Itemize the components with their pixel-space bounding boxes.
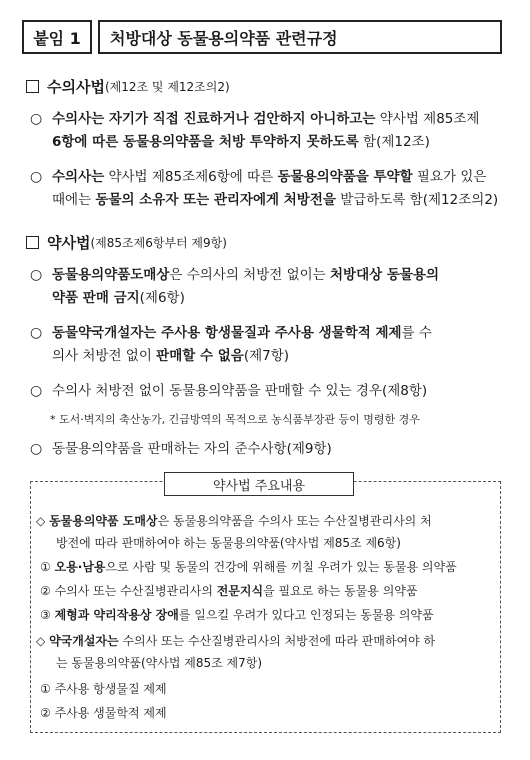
attachment-number: 붙임 1 [22, 20, 92, 54]
section-pharmaceutical-act [26, 232, 227, 253]
box-list-item [40, 556, 457, 578]
box-text: 은 동물용의약품을 수의사 또는 수산질병관리사의 처 [157, 514, 432, 528]
list-item [30, 322, 432, 368]
page-title: 처방대상 동물용의약품 관련규정 [98, 20, 502, 54]
item-text-bold: 처방대상 동물용의 [330, 267, 440, 283]
box-text-bold: 오용·남용 [54, 560, 106, 574]
item-text: 를 수 [401, 325, 432, 341]
circle-bullet-icon: ○ [30, 169, 43, 185]
box-text: 는 동물용의약품(약사법 제85조 제7항) [56, 656, 263, 670]
title-row [22, 20, 502, 56]
circle-bullet-icon: ○ [30, 383, 43, 399]
box-text: 주사용 항생물질 제제 [54, 682, 167, 696]
item-text: 약사법 제85조제 [375, 111, 480, 127]
box-text: 수의사 또는 수산질병관리사의 [54, 584, 217, 598]
box-text-bold: 제형과 약리작용상 장애 [54, 608, 179, 622]
item-text: 필요가 있은 [412, 169, 487, 185]
section-ref: (제85조제6항부터 제9항) [90, 236, 227, 250]
diamond-bullet-icon: ◇ [36, 514, 46, 528]
box-text-bold: 약국개설자는 [49, 634, 119, 648]
box-text-bold: 전문지식 [216, 584, 264, 598]
item-text-bold: 수의사는 자기가 직접 진료하거나 검안하지 아니하고는 [52, 111, 376, 127]
box-text: 방전에 따라 판매하여야 하는 동물용의약품(약사법 제85조 제6항) [56, 536, 401, 550]
item-text: (제7항) [243, 348, 290, 364]
item-text-bold: 동물의 소유자 또는 관리자에게 처방전을 [95, 192, 336, 208]
list-number: ② [40, 584, 51, 598]
list-item [30, 380, 427, 403]
list-item [30, 166, 498, 212]
list-number: ① [40, 560, 51, 574]
box-text: 수의사 또는 수산질병관리사의 처방전에 따라 판매하여야 하 [118, 634, 436, 648]
item-text: (제6항) [139, 290, 185, 306]
item-text: 수의사 처방전 없이 동물용의약품을 판매할 수 있는 경우(제8항) [52, 383, 428, 399]
box-text: 주사용 생물학적 제제 [54, 706, 167, 720]
list-item [30, 108, 479, 154]
box-text: 를 일으킬 우려가 있다고 인정되는 동물용 의약품 [178, 608, 434, 622]
item-text: 의사 처방전 없이 [52, 348, 157, 364]
item-text: 발급하도록 함(제12조의2) [335, 192, 499, 208]
circle-bullet-icon: ○ [30, 111, 43, 127]
box-list-item [40, 678, 167, 700]
footnote: * 도서·벽지의 축산농가, 긴급방역의 목적으로 농식품부장관 등이 명령한 경우 [50, 413, 420, 426]
circle-bullet-icon: ○ [30, 325, 43, 341]
section-veterinarian-act [26, 76, 230, 97]
item-text: 은 수의사의 처방전 없이는 [169, 267, 330, 283]
section-title: 약사법 [47, 234, 91, 252]
item-text: 함(제12조) [358, 134, 430, 150]
box-list-item [40, 604, 434, 626]
list-item [30, 438, 332, 461]
section-title: 수의사법 [47, 78, 105, 96]
circle-bullet-icon: ○ [30, 441, 43, 457]
list-number: ① [40, 682, 51, 696]
item-text-bold: 6항에 따른 동물용의약품을 처방 투약하지 못하도록 [52, 134, 359, 150]
item-text-bold: 동물약국개설자는 주사용 항생물질과 주사용 생물학적 제제 [52, 325, 402, 341]
checkbox-square-icon [26, 236, 39, 249]
list-item [30, 264, 439, 310]
box-list-item [40, 580, 417, 602]
summary-box-title: 약사법 주요내용 [164, 472, 354, 496]
item-text: 약사법 제85조제6항에 따른 [104, 169, 278, 185]
item-text-bold: 약품 판매 금지 [52, 290, 140, 306]
list-number: ② [40, 706, 51, 720]
item-text: 동물용의약품을 판매하는 자의 준수사항(제9항) [52, 441, 332, 457]
box-paragraph [36, 630, 435, 652]
item-text-bold: 수의사는 [52, 169, 105, 185]
box-paragraph [36, 510, 432, 532]
item-text-bold: 판매할 수 없음 [156, 348, 244, 364]
box-text: 으로 사람 및 동물의 건강에 위해를 끼칠 우려가 있는 동물용 의약품 [105, 560, 457, 574]
checkbox-square-icon [26, 80, 39, 93]
box-list-item [40, 702, 167, 724]
list-number: ③ [40, 608, 51, 622]
diamond-bullet-icon: ◇ [36, 634, 46, 648]
item-text-bold: 동물용의약품을 투약할 [277, 169, 413, 185]
box-text-bold: 동물용의약품 도매상 [49, 514, 158, 528]
box-text: 을 필요로 하는 동물용 의약품 [263, 584, 418, 598]
item-text-bold: 동물용의약품도매상 [52, 267, 170, 283]
item-text: 때에는 [52, 192, 96, 208]
circle-bullet-icon: ○ [30, 267, 43, 283]
section-ref: (제12조 및 제12조의2) [104, 80, 230, 94]
